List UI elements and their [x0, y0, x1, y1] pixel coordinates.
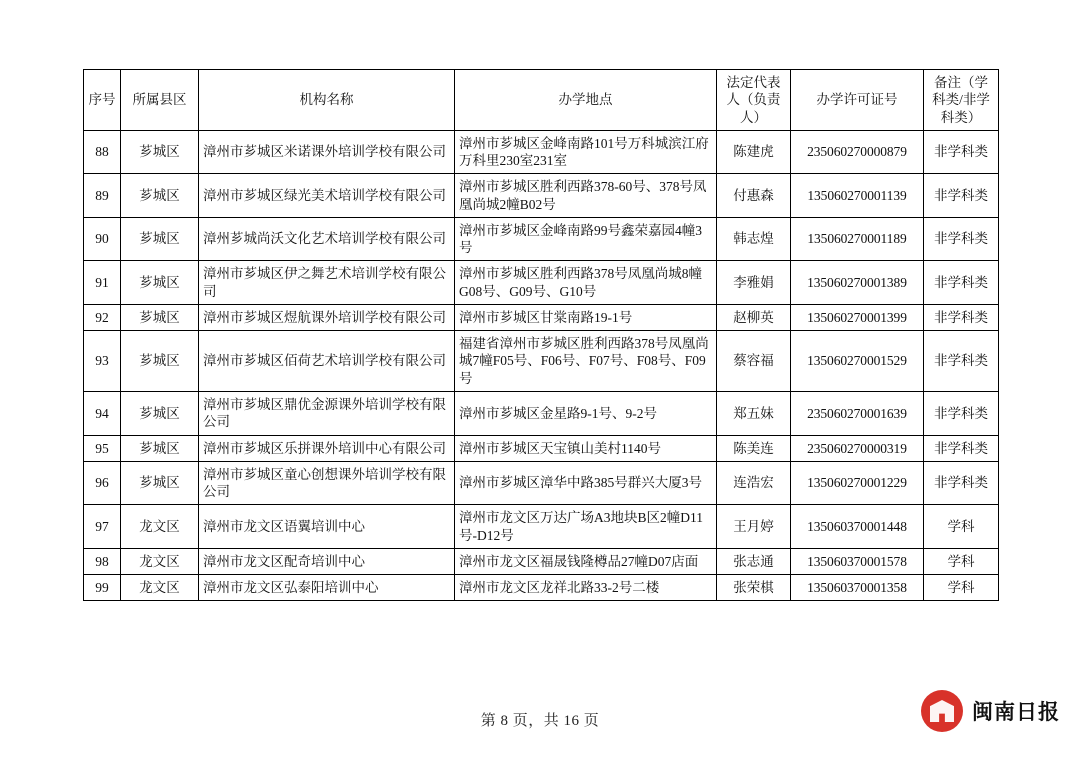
cell-address: 漳州市龙文区万达广场A3地块B区2幢D11号-D12号	[455, 505, 717, 549]
table-body	[84, 130, 999, 601]
cell-legal-representative: 韩志煌	[717, 217, 791, 261]
cell-remark: 非学科类	[924, 331, 999, 392]
cell-index: 97	[84, 505, 121, 549]
cell-index: 92	[84, 304, 121, 330]
cell-district: 龙文区	[121, 575, 199, 601]
cell-legal-representative: 蔡容福	[717, 331, 791, 392]
cell-district: 芗城区	[121, 130, 199, 174]
cell-index: 90	[84, 217, 121, 261]
cell-legal-representative: 陈美连	[717, 435, 791, 461]
cell-index: 91	[84, 261, 121, 305]
cell-district: 芗城区	[121, 391, 199, 435]
cell-remark: 学科	[924, 575, 999, 601]
cell-index: 94	[84, 391, 121, 435]
cell-index: 98	[84, 548, 121, 574]
table-row	[84, 548, 999, 574]
cell-license-number: 135060270001389	[791, 261, 924, 305]
cell-legal-representative: 张荣棋	[717, 575, 791, 601]
cell-institution-name: 漳州市龙文区弘泰阳培训中心	[199, 575, 455, 601]
table-row	[84, 217, 999, 261]
cell-license-number: 135060270001399	[791, 304, 924, 330]
cell-district: 芗城区	[121, 461, 199, 505]
cell-institution-name: 漳州市龙文区配奇培训中心	[199, 548, 455, 574]
cell-license-number: 135060370001448	[791, 505, 924, 549]
cell-index: 96	[84, 461, 121, 505]
cell-district: 芗城区	[121, 304, 199, 330]
cell-remark: 非学科类	[924, 217, 999, 261]
cell-address: 漳州市芗城区金峰南路99号鑫荣嘉园4幢3号	[455, 217, 717, 261]
cell-index: 89	[84, 174, 121, 218]
watermark-label: 闽南日报	[972, 701, 1060, 724]
table-header-row	[84, 70, 999, 131]
cell-institution-name: 漳州市龙文区语翼培训中心	[199, 505, 455, 549]
cell-legal-representative: 张志通	[717, 548, 791, 574]
cell-legal-representative: 连浩宏	[717, 461, 791, 505]
cell-address: 漳州市芗城区胜利西路378号凤凰尚城8幢G08号、G09号、G10号	[455, 261, 717, 305]
table-row	[84, 331, 999, 392]
column-header-license-number: 办学许可证号	[791, 70, 924, 131]
cell-address: 漳州市芗城区金星路9-1号、9-2号	[455, 391, 717, 435]
column-header-address: 办学地点	[455, 70, 717, 131]
cell-institution-name: 漳州市芗城区煜航课外培训学校有限公司	[199, 304, 455, 330]
cell-license-number: 135060270001139	[791, 174, 924, 218]
cell-remark: 非学科类	[924, 174, 999, 218]
table-row	[84, 505, 999, 549]
cell-institution-name: 漳州市芗城区绿光美术培训学校有限公司	[199, 174, 455, 218]
column-header-legal-representative: 法定代表人（负责人）	[717, 70, 791, 131]
cell-address: 漳州市芗城区甘棠南路19-1号	[455, 304, 717, 330]
cell-index: 99	[84, 575, 121, 601]
cell-district: 龙文区	[121, 505, 199, 549]
table-row	[84, 391, 999, 435]
cell-institution-name: 漳州市芗城区鼎优金源课外培训学校有限公司	[199, 391, 455, 435]
cell-remark: 学科	[924, 548, 999, 574]
page-footer: 第 8 页，共 16 页	[480, 713, 600, 729]
table-row	[84, 261, 999, 305]
cell-address: 漳州市龙文区福晟钱隆樽品27幢D07店面	[455, 548, 717, 574]
cell-legal-representative: 付惠森	[717, 174, 791, 218]
cell-district: 芗城区	[121, 217, 199, 261]
cell-district: 芗城区	[121, 331, 199, 392]
cell-institution-name: 漳州市芗城区伊之舞艺术培训学校有限公司	[199, 261, 455, 305]
cell-remark: 非学科类	[924, 461, 999, 505]
cell-district: 芗城区	[121, 174, 199, 218]
cell-institution-name: 漳州市芗城区佰荷艺术培训学校有限公司	[199, 331, 455, 392]
cell-address: 漳州市芗城区金峰南路101号万科城滨江府万科里230室231室	[455, 130, 717, 174]
cell-license-number: 135060270001229	[791, 461, 924, 505]
table-row	[84, 130, 999, 174]
cell-institution-name: 漳州市芗城区乐拼课外培训中心有限公司	[199, 435, 455, 461]
training-institutions-table	[83, 69, 999, 601]
cell-remark: 非学科类	[924, 435, 999, 461]
column-header-remark: 备注（学科类/非学科类）	[924, 70, 999, 131]
cell-legal-representative: 郑五妹	[717, 391, 791, 435]
cell-index: 93	[84, 331, 121, 392]
table-row	[84, 575, 999, 601]
newspaper-logo-icon	[921, 690, 963, 732]
cell-remark: 非学科类	[924, 261, 999, 305]
cell-legal-representative: 陈建虎	[717, 130, 791, 174]
cell-address: 漳州市芗城区天宝镇山美村1140号	[455, 435, 717, 461]
cell-license-number: 235060270000319	[791, 435, 924, 461]
column-header-institution-name: 机构名称	[199, 70, 455, 131]
cell-remark: 非学科类	[924, 391, 999, 435]
cell-license-number: 135060370001358	[791, 575, 924, 601]
cell-legal-representative: 李雅娟	[717, 261, 791, 305]
table-row	[84, 461, 999, 505]
cell-legal-representative: 赵柳英	[717, 304, 791, 330]
cell-institution-name: 漳州市芗城区童心创想课外培训学校有限公司	[199, 461, 455, 505]
cell-legal-representative: 王月婷	[717, 505, 791, 549]
cell-license-number: 135060370001578	[791, 548, 924, 574]
cell-district: 龙文区	[121, 548, 199, 574]
cell-district: 芗城区	[121, 435, 199, 461]
cell-address: 漳州市龙文区龙祥北路33-2号二楼	[455, 575, 717, 601]
table-row	[84, 435, 999, 461]
cell-index: 95	[84, 435, 121, 461]
cell-license-number: 235060270000879	[791, 130, 924, 174]
cell-address: 漳州市芗城区胜利西路378-60号、378号凤凰尚城2幢B02号	[455, 174, 717, 218]
cell-remark: 非学科类	[924, 304, 999, 330]
column-header-index: 序号	[84, 70, 121, 131]
cell-address: 福建省漳州市芗城区胜利西路378号凤凰尚城7幢F05号、F06号、F07号、F08号、F09号	[455, 331, 717, 392]
watermark	[921, 690, 1060, 732]
cell-remark: 非学科类	[924, 130, 999, 174]
cell-license-number: 135060270001189	[791, 217, 924, 261]
cell-license-number: 235060270001639	[791, 391, 924, 435]
cell-institution-name: 漳州市芗城区米诺课外培训学校有限公司	[199, 130, 455, 174]
column-header-district: 所属县区	[121, 70, 199, 131]
cell-district: 芗城区	[121, 261, 199, 305]
cell-remark: 学科	[924, 505, 999, 549]
cell-license-number: 135060270001529	[791, 331, 924, 392]
table-row	[84, 174, 999, 218]
cell-index: 88	[84, 130, 121, 174]
table-header	[84, 70, 999, 131]
cell-address: 漳州市芗城区漳华中路385号群兴大厦3号	[455, 461, 717, 505]
table-row	[84, 304, 999, 330]
cell-institution-name: 漳州芗城尚沃文化艺术培训学校有限公司	[199, 217, 455, 261]
